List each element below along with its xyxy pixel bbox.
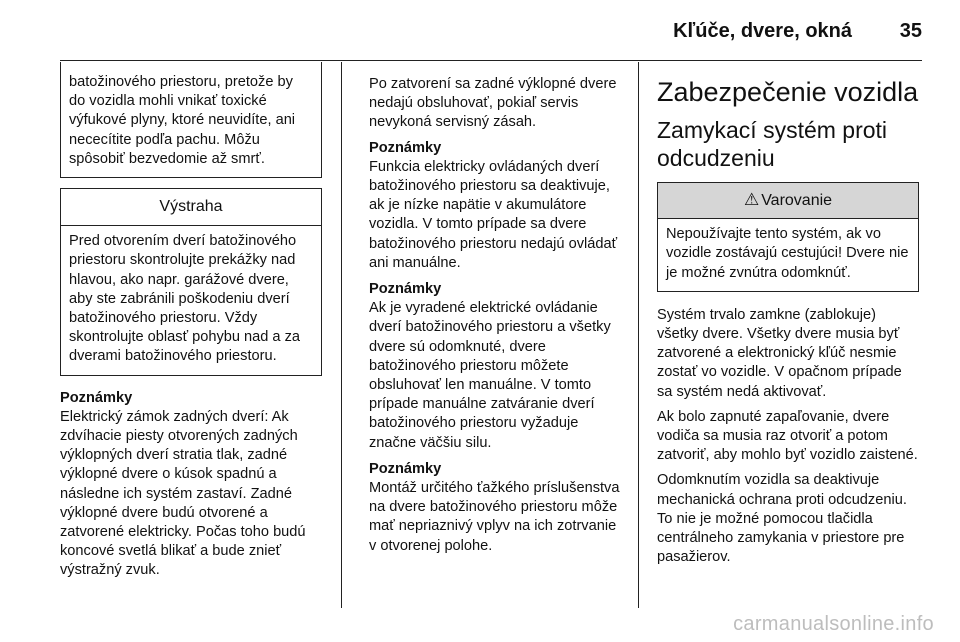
caution-box-title bbox=[658, 183, 918, 219]
col2-intro: Po zatvorení sa zadné výklopné dvere nedajú obsluhovať, pokiaľ servis nevykoná servisný zásah. bbox=[369, 76, 617, 131]
page-number: 35 bbox=[899, 20, 922, 42]
column-divider-1 bbox=[341, 62, 342, 608]
note-text: Elektrický zámok zadných dverí: Ak zdvíhacie piesty otvorených zadných výklopných dverí stratia tlak, zadné výklopné dvere o kúsok spadnú a následne ich systém zastaví. Zadné výklopné dvere budú otvorené a zatvorené elektricky. Počas toho budú koncové svetlá blikať a bude znieť výstražný zvuk. bbox=[60, 408, 306, 579]
note-text: Ak je vyradené elektrické ovládanie dverí batožinového priestoru a všetky dvere sú odomknuté, dvere batožinového priestoru môžete obsluhovať len manuálne. V tomto prípade manuálne zatváranie dverí batožinového priestoru vyžaduje značne väčšiu silu. bbox=[369, 300, 611, 451]
subsection-title: Zamykací systém proti odcudzeniu bbox=[657, 117, 888, 171]
warning-box bbox=[60, 188, 322, 376]
note-heading: Poznámky bbox=[60, 389, 133, 406]
watermark: carmanualsonline.info bbox=[733, 613, 934, 635]
header-rule bbox=[60, 60, 922, 61]
note bbox=[60, 389, 322, 581]
paragraph-3: Odomknutím vozidla sa deaktivuje mechanická ochrana proti odcudzeniu. To nie je možné pomocou tlačidla centrálneho zamykania v priestore pre pasažierov. bbox=[657, 472, 907, 566]
chapter-title: Kľúče, dvere, okná bbox=[673, 20, 852, 42]
column-2 bbox=[369, 62, 627, 563]
warning-box-title: Výstraha bbox=[61, 189, 321, 226]
warning-box-text: Pred otvorením dverí batožinového priestoru skontrolujte prekážky nad hlavou, ako napr. garážové dvere, aby ste zabránili poškodeniu dverí batožinového priestoru. Vždy skontrolujte oblasť pohybu nad a za dverami batožinového priestoru. bbox=[69, 233, 301, 365]
note-heading: Poznámky bbox=[369, 460, 442, 477]
warning-triangle-icon: ⚠ bbox=[743, 190, 760, 209]
column-1 bbox=[60, 62, 322, 588]
paragraph-1: Systém trvalo zamkne (zablokuje) všetky dvere. Všetky dvere musia byť zatvorené a elektronický kľúč nesmie zostať vo vozidle. V opačnom prípade sa systém nedá aktivovať. bbox=[657, 306, 902, 400]
intro-warning-box bbox=[60, 62, 322, 178]
note-2 bbox=[369, 280, 627, 453]
paragraph-2: Ak bolo zapnuté zapaľovanie, dvere vodiča sa musia raz otvoriť a potom zatvoriť, aby mohlo byť vozidlo zaistené. bbox=[657, 408, 918, 464]
intro-text: batožinového priestoru, pretože by do vozidla mohli vnikať toxické výfukové plyny, ktoré neuvidíte, ani nececítite podľa pachu. Môžu spôsobiť bezvedomie až smrť. bbox=[69, 74, 296, 167]
caution-box bbox=[657, 182, 919, 292]
caution-title-text: Varovanie bbox=[761, 192, 833, 209]
note-3 bbox=[369, 460, 627, 556]
section-title: Zabezpečenie vozidla bbox=[657, 77, 919, 107]
note-heading: Poznámky bbox=[369, 281, 442, 298]
note-text: Montáž určitého ťažkého príslušenstva na dvere batožinového priestoru môže mať nepriaznivý vplyv na ich zotrvanie v otvorenej polohe. bbox=[369, 480, 620, 554]
note-text: Funkcia elektricky ovládaných dverí batožinového priestoru sa deaktivuje, ak je nízke napätie v akumulátore vozidla. V tomto prípade sa dvere batožinového priestoru nedajú ovládať ani manuálne. bbox=[369, 158, 618, 271]
note-1 bbox=[369, 139, 627, 273]
page-header bbox=[0, 0, 960, 60]
note-heading: Poznámky bbox=[369, 139, 442, 156]
column-divider-2 bbox=[638, 62, 639, 608]
caution-box-text: Nepoužívajte tento systém, ak vo vozidle zostávajú cestujúci! Dvere nie je možné zvnútra odomknúť. bbox=[666, 226, 909, 281]
column-3 bbox=[657, 62, 919, 573]
